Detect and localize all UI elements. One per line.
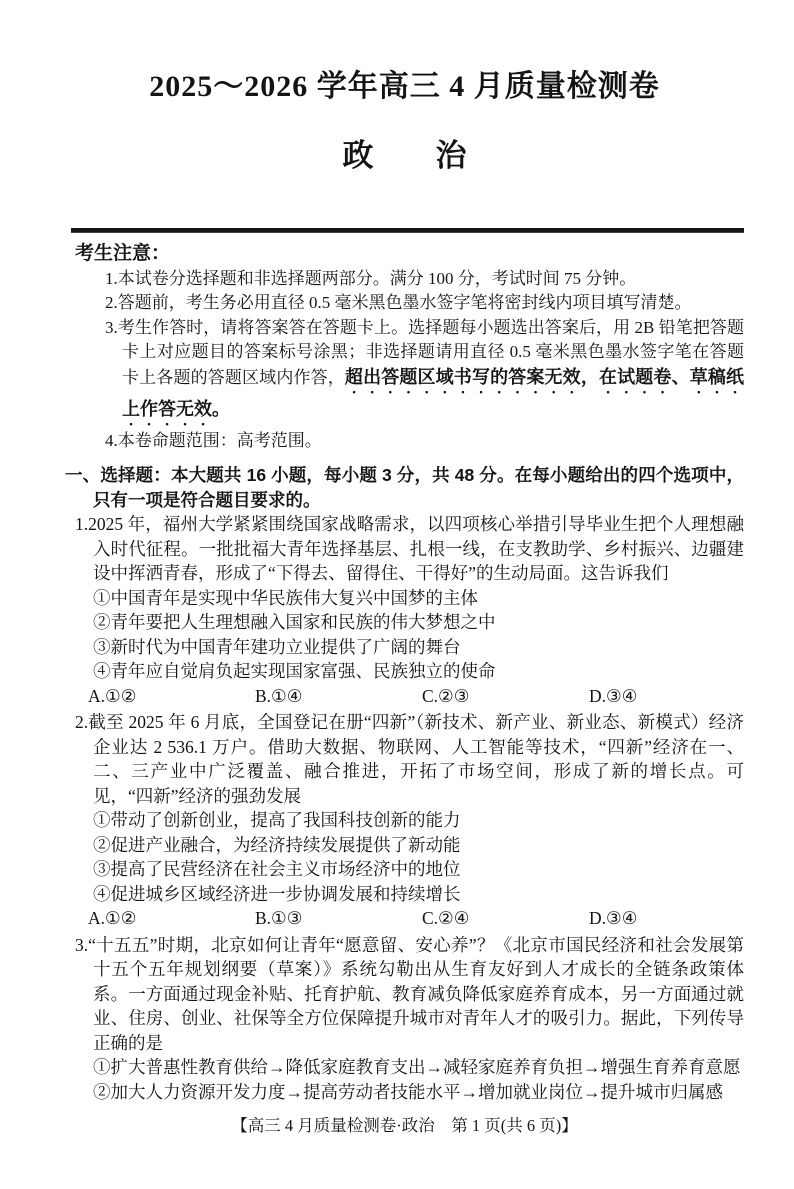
question-2-option-a: A.①② bbox=[88, 908, 137, 929]
page-footer: 【高三 4 月质量检测卷·政治 第 1 页(共 6 页)】 bbox=[231, 1116, 578, 1136]
question-2-statement-3: ③提高了民营经济在社会主义市场经济中的地位 bbox=[93, 859, 461, 880]
question-3-statement-2: ②加大人力资源开发力度→提高劳动者技能水平→增加就业岗位→提升城市归属感 bbox=[93, 1081, 723, 1102]
question-2-stem bbox=[75, 710, 744, 808]
question-1-option-a: A.①② bbox=[88, 685, 137, 706]
question-1-stem bbox=[75, 512, 744, 586]
question-2-number: 2. bbox=[75, 712, 89, 733]
question-1-option-c: C.②③ bbox=[422, 685, 470, 706]
notice-item-4: 4.本卷命题范围：高考范围。 bbox=[105, 430, 322, 450]
section-heading: 一、选择题：本大题共 16 小题，每小题 3 分，共 48 分。在每小题给出的四个选项中，只有一项是符合题目要求的。 bbox=[65, 465, 744, 510]
question-2-options bbox=[88, 906, 744, 933]
question-3-stem bbox=[75, 933, 744, 1056]
question-1-number: 1. bbox=[75, 514, 89, 535]
question-2-option-d: D.③④ bbox=[589, 908, 638, 929]
question-1-statement-3: ③新时代为中国青年建功立业提供了广阔的舞台 bbox=[93, 636, 461, 657]
question-1-statement-1: ①中国青年是实现中华民族伟大复兴中国梦的主体 bbox=[93, 587, 478, 608]
question-2-option-b: B.①③ bbox=[255, 908, 303, 929]
question-2-statement-4: ④促进城乡区域经济进一步协调发展和持续增长 bbox=[93, 883, 461, 904]
divider-rule bbox=[71, 228, 744, 233]
question-1-options bbox=[88, 684, 744, 711]
question-1-statement-2: ②青年要把人生理想融入国家和民族的伟大梦想之中 bbox=[93, 612, 496, 633]
question-2-text: 截至 2025 年 6 月底，全国登记在册“四新”（新技术、新产业、新业态、新模式）经济企业达 2 536.1 万户。借助大数据、物联网、人工智能等技术，“四新”经济在一、二、三产业中广泛覆盖、融合推进，开拓了市场空间，形成了新的增长点。可见，“四新”经济的强劲发展 bbox=[88, 712, 744, 806]
question-2 bbox=[65, 710, 744, 933]
question-3 bbox=[65, 933, 744, 1105]
notice-heading: 考生注意： bbox=[75, 243, 171, 264]
page-title: 2025～2026 学年高三 4 月质量检测卷 bbox=[149, 70, 660, 103]
notice-item-2: 2.答题前，考生务必用直径 0.5 毫米黑色墨水签字笔将密封线内项目填写清楚。 bbox=[105, 293, 692, 313]
question-1 bbox=[65, 512, 744, 710]
subject-title: 政 治 bbox=[342, 138, 467, 173]
question-3-statement-1: ①扩大普惠性教育供给→降低家庭教育支出→减轻家庭养育负担→增强生育养育意愿 bbox=[93, 1057, 741, 1078]
notice-item-3-text: 3.考生作答时，请将答案答在答题卡上。选择题每小题选出答案后，用 2B 铅笔把答题卡上对应题目的答案标号涂黑；非选择题请用直径 0.5 毫米黑色墨水签字笔在答题卡上各题的答题区域内作答， bbox=[105, 317, 744, 387]
notice-item-1: 1.本试卷分选择题和非选择题两部分。满分 100 分，考试时间 75 分钟。 bbox=[105, 269, 637, 288]
question-2-option-c: C.②④ bbox=[422, 908, 470, 929]
question-1-option-b: B.①④ bbox=[255, 685, 303, 706]
question-3-number: 3. bbox=[75, 934, 89, 955]
exam-page bbox=[0, 66, 794, 1138]
question-2-statement-1: ①带动了创新创业，提高了我国科技创新的能力 bbox=[93, 810, 461, 831]
question-2-statement-2: ②促进产业融合，为经济持续发展提供了新动能 bbox=[93, 834, 461, 855]
question-3-text: “十五五”时期，北京如何让青年“愿意留、安心养”？《北京市国民经济和社会发展第十五个五年规划纲要（草案）》系统勾勒出从生育友好到人才成长的全链条政策体系。一方面通过现金补贴、托育护航、教育减负降低家庭养育成本，另一方面通过就业、住房、创业、社保等全方位保障提升城市对青年人才的吸引力。据此，下列传导正确的是 bbox=[88, 934, 744, 1053]
question-1-option-d: D.③④ bbox=[589, 685, 638, 706]
notice-item-3-warning: 超出答题区域书写的答案无效，在试题卷、草稿纸上作答无效。 bbox=[122, 366, 745, 419]
notice-item-3 bbox=[65, 316, 744, 429]
question-1-statement-4: ④青年应自觉肩负起实现国家富强、民族独立的使命 bbox=[93, 661, 496, 682]
question-1-text: 2025 年，福州大学紧紧围绕国家战略需求，以四项核心举措引导毕业生把个人理想融入时代征程。一批批福大青年选择基层、扎根一线，在支教助学、乡村振兴、边疆建设中挥洒青春，形成了“下得去、留得住、干得好”的生动局面。这告诉我们 bbox=[88, 514, 744, 584]
